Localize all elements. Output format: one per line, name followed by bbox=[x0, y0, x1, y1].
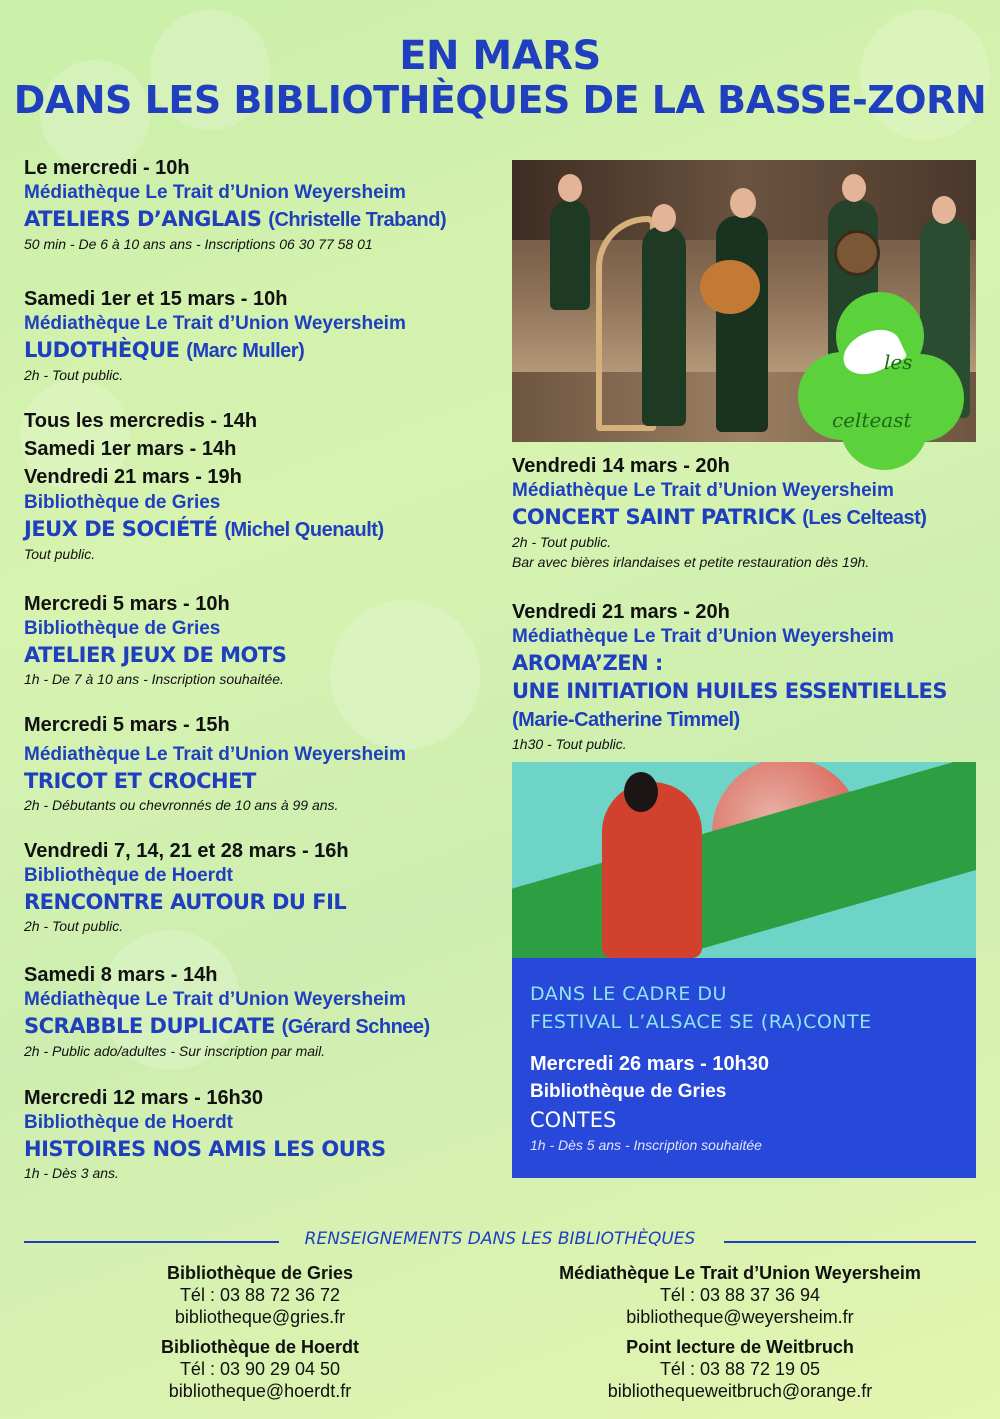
event-info: 1h - De 7 à 10 ans - Inscription souhaitée. bbox=[24, 671, 284, 687]
event-host: (Marie-Catherine Timmel) bbox=[512, 709, 740, 731]
event-activity: ATELIER JEUX DE MOTS bbox=[24, 643, 287, 667]
info-section-title bbox=[24, 1229, 976, 1253]
event-date: Vendredi 7, 14, 21 et 28 mars - 16h bbox=[24, 840, 349, 862]
title-line-1: EN MARS bbox=[399, 33, 601, 79]
festival-place: Bibliothèque de Gries bbox=[530, 1081, 727, 1102]
event-info: 2h - Tout public. bbox=[512, 534, 612, 550]
event-place: Médiathèque Le Trait d’Union Weyersheim bbox=[512, 626, 894, 647]
festival-box bbox=[512, 958, 976, 1178]
event-date: Tous les mercredis - 14h bbox=[24, 410, 258, 432]
contact-name: Médiathèque Le Trait d’Union Weyersheim bbox=[559, 1263, 921, 1283]
event-info: 1h - Dès 3 ans. bbox=[24, 1165, 119, 1181]
contact-hoerdt bbox=[60, 1336, 460, 1402]
event-date: Mercredi 5 mars - 10h bbox=[24, 593, 230, 615]
event-info: Tout public. bbox=[24, 546, 96, 562]
event-date: Mercredi 5 mars - 15h bbox=[24, 714, 230, 736]
event-date: Vendredi 21 mars - 20h bbox=[512, 601, 730, 623]
event-info: 2h - Tout public. bbox=[24, 918, 124, 934]
event-date: Vendredi 21 mars - 19h bbox=[24, 466, 242, 488]
event-date: Le mercredi - 10h bbox=[24, 157, 190, 179]
contact-gries bbox=[60, 1262, 460, 1328]
event-place: Médiathèque Le Trait d’Union Weyersheim bbox=[24, 989, 406, 1010]
event-saint-patrick-concert bbox=[512, 453, 982, 572]
event-word-games bbox=[24, 591, 504, 689]
contact-weitbruch bbox=[520, 1336, 960, 1402]
info-title-text: RENSEIGNEMENTS DANS LES BIBLIOTHÈQUES bbox=[304, 1229, 696, 1249]
band-logo-word-2: celteast bbox=[832, 408, 912, 432]
event-board-games bbox=[24, 407, 504, 564]
festival-activity: CONTES bbox=[530, 1108, 617, 1132]
event-activity: RENCONTRE AUTOUR DU FIL bbox=[24, 890, 347, 914]
event-activity: SCRABBLE DUPLICATE (Gérard Schnee) bbox=[24, 1014, 430, 1038]
contact-weyersheim bbox=[520, 1262, 960, 1328]
contact-tel: Tél : 03 90 29 04 50 bbox=[179, 1359, 341, 1379]
contact-email: bibliothequeweitbruch@orange.fr bbox=[607, 1381, 873, 1401]
event-host: (Gérard Schnee) bbox=[281, 1016, 430, 1038]
event-place: Médiathèque Le Trait d’Union Weyersheim bbox=[512, 480, 894, 501]
contact-name: Bibliothèque de Gries bbox=[166, 1263, 354, 1283]
event-info: 2h - Débutants ou chevronnés de 10 ans à 99 ans. bbox=[24, 797, 339, 813]
contact-tel: Tél : 03 88 72 19 05 bbox=[659, 1359, 821, 1379]
event-aromazen bbox=[512, 599, 982, 754]
band-logo-word-1: les bbox=[884, 350, 913, 374]
event-info: Bar avec bières irlandaises et petite restauration dès 19h. bbox=[512, 554, 870, 570]
event-activity: HISTOIRES NOS AMIS LES OURS bbox=[24, 1137, 386, 1161]
contact-email: bibliotheque@hoerdt.fr bbox=[168, 1381, 352, 1401]
title-line-2: DANS LES BIBLIOTHÈQUES DE LA BASSE-ZORN bbox=[13, 78, 987, 122]
event-date: Samedi 8 mars - 14h bbox=[24, 964, 218, 986]
contact-tel: Tél : 03 88 37 36 94 bbox=[659, 1285, 821, 1305]
event-place: Bibliothèque de Hoerdt bbox=[24, 1112, 233, 1133]
event-activity: CONCERT SAINT PATRICK (Les Celteast) bbox=[512, 505, 927, 529]
event-activity-line-2: UNE INITIATION HUILES ESSENTIELLES bbox=[512, 679, 948, 703]
event-place: Médiathèque Le Trait d’Union Weyersheim bbox=[24, 313, 406, 334]
contact-name: Point lecture de Weitbruch bbox=[626, 1337, 854, 1357]
event-place: Médiathèque Le Trait d’Union Weyersheim bbox=[24, 182, 406, 203]
event-info: 2h - Public ado/adultes - Sur inscription par mail. bbox=[24, 1043, 326, 1059]
event-activity: ATELIERS D’ANGLAIS (Christelle Traband) bbox=[24, 207, 447, 231]
event-info: 2h - Tout public. bbox=[24, 367, 124, 383]
event-date: Samedi 1er mars - 14h bbox=[24, 438, 237, 460]
contact-email: bibliotheque@gries.fr bbox=[174, 1307, 346, 1327]
event-info: 50 min - De 6 à 10 ans ans - Inscriptions 06 30 77 58 01 bbox=[24, 236, 373, 252]
festival-info: 1h - Dès 5 ans - Inscription souhaitée bbox=[530, 1137, 762, 1153]
event-host: (Christelle Traband) bbox=[268, 209, 447, 231]
event-date: Vendredi 14 mars - 20h bbox=[512, 455, 730, 477]
contact-tel: Tél : 03 88 72 36 72 bbox=[179, 1285, 341, 1305]
event-place: Bibliothèque de Hoerdt bbox=[24, 865, 233, 886]
event-host: (Michel Quenault) bbox=[224, 519, 384, 541]
event-host: (Marc Muller) bbox=[186, 340, 305, 362]
event-place: Bibliothèque de Gries bbox=[24, 492, 221, 513]
contact-name: Bibliothèque de Hoerdt bbox=[161, 1337, 359, 1357]
event-activity: TRICOT ET CROCHET bbox=[24, 769, 256, 793]
festival-illustration bbox=[512, 762, 976, 958]
event-activity: AROMA’ZEN : bbox=[512, 651, 663, 675]
event-thread-meeting bbox=[24, 838, 504, 936]
event-activity: JEUX DE SOCIÉTÉ (Michel Quenault) bbox=[24, 517, 384, 541]
event-bear-stories bbox=[24, 1085, 504, 1183]
event-ludotheque bbox=[24, 286, 504, 385]
event-place: Bibliothèque de Gries bbox=[24, 618, 221, 639]
festival-heading-2: FESTIVAL L’ALSACE SE (RA)CONTE bbox=[530, 1011, 872, 1033]
event-english-workshop bbox=[24, 155, 504, 254]
page-title bbox=[0, 34, 1000, 122]
event-scrabble bbox=[24, 962, 504, 1061]
event-activity: LUDOTHÈQUE (Marc Muller) bbox=[24, 338, 305, 362]
event-date: Mercredi 12 mars - 16h30 bbox=[24, 1087, 264, 1109]
festival-heading-1: DANS LE CADRE DU bbox=[530, 983, 727, 1005]
event-host: (Les Celteast) bbox=[802, 507, 927, 529]
event-place: Médiathèque Le Trait d’Union Weyersheim bbox=[24, 744, 406, 765]
contact-email: bibliotheque@weyersheim.fr bbox=[626, 1307, 854, 1327]
festival-date: Mercredi 26 mars - 10h30 bbox=[530, 1053, 770, 1075]
event-info: 1h30 - Tout public. bbox=[512, 736, 627, 752]
band-logo bbox=[790, 292, 970, 472]
event-date: Samedi 1er et 15 mars - 10h bbox=[24, 288, 288, 310]
event-knitting bbox=[24, 712, 504, 815]
